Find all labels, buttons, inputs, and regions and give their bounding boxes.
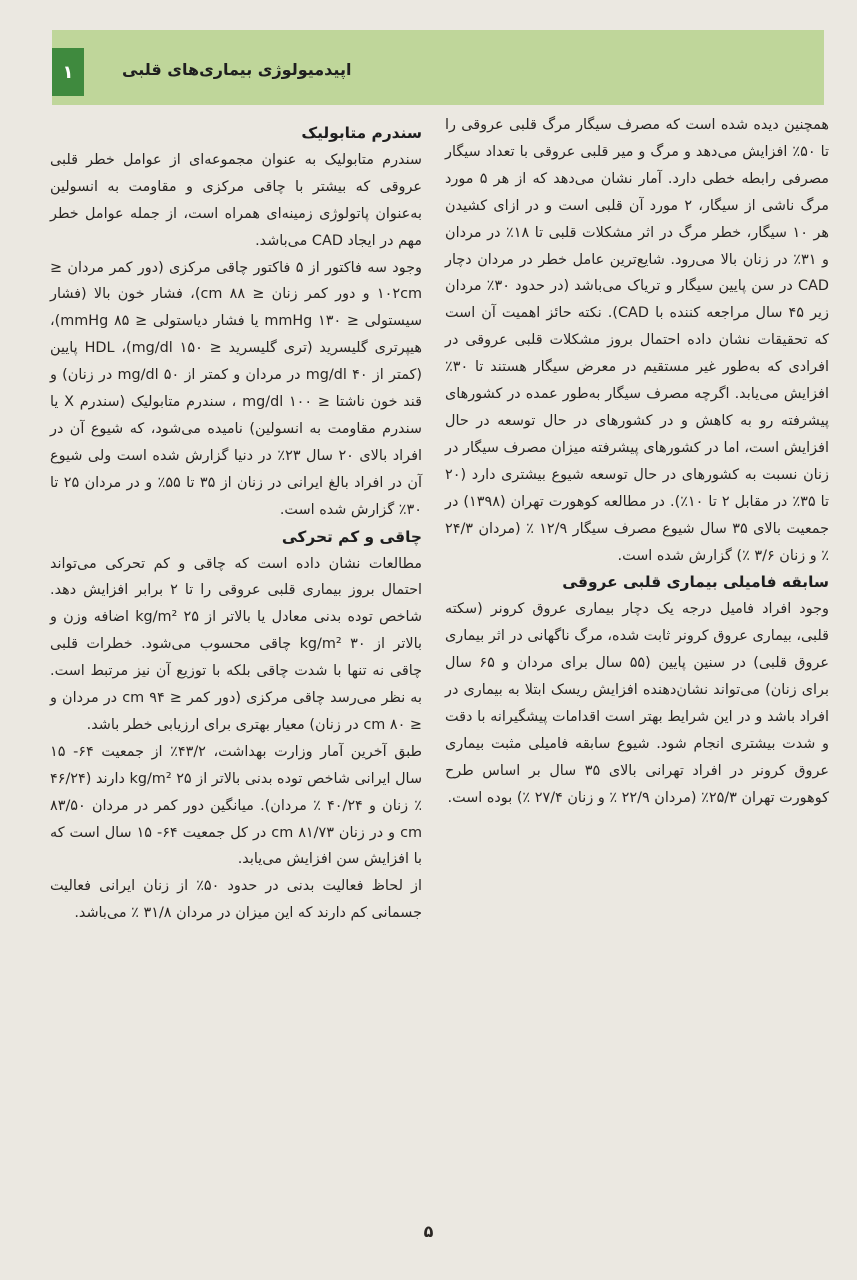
chapter-number-badge: ۱ <box>52 48 84 96</box>
obesity-stats-paragraph: طبق آخرین آمار وزارت بهداشت، ۴۳/۲٪ از جمعیت ۶۴- ۱۵ سال ایرانی شاخص توده بدنی بالاتر از ۲۵ kg/m² دارند (۴۶/۲۴ ٪ زنان و ۴۰/۲۴ ٪ مردان). میانگین دور کمر در مردان ۸۳/۵۰ cm و در زنان ۸۱/۷۳ cm در کل جمعیت ۶۴- ۱۵ سال است که با افزایش سن افزایش می‌یابد. <box>50 743 422 868</box>
page-number: ۵ <box>423 1222 434 1241</box>
running-title: اپیدمیولوژی بیماری‌های قلبی <box>122 60 352 79</box>
header-content <box>52 56 824 88</box>
family-history-heading: سابقه فامیلی بیماری قلبی عروقی <box>562 573 829 592</box>
metabolic-criteria-paragraph: وجود سه فاکتور از ۵ فاکتور چاقی مرکزی (دور کمر مردان ≤ ۱۰۲cm و دور کمر زنان ≤ ۸۸ cm)، فشار خون بالا (فشار سیستولی ≤ ۱۳۰ mmHg یا فشار دیاستولی ≤ ۸۵ mmHg)، هیپرتری گلیسرید (تری گلیسرید ≤ ۱۵۰ mg/dl)، HDL پایین (کمتر از ۴۰ mg/dl در مردان و کمتر از ۵۰ mg/dl در زنان) و قند خون ناشتا ≤ ۱۰۰ mg/dl ، سندرم متابولیک (سندرم X یا سندرم مقاومت به انسولین) نامیده می‌شود، که شیوع آن در افراد بالای ۲۰ سال ۲۳٪ در دنیا گزارش شده است ولی شیوع آن در افراد بالغ ایرانی در زنان از ۳۵ تا ۵۵٪ و در مردان ۲۵ تا ۳۰٪ گزارش شده است. <box>50 259 423 518</box>
family-history-paragraph: وجود افراد فامیل درجه یک دچار بیماری عروق کرونر (سکته قلبی، بیماری عروق کرونر ثابت شده، مرگ ناگهانی در اثر بیماری عروق قلبی) در سنین پایین (۵۵ سال برای مردان و ۶۵ سال برای زنان) می‌تواند نشان‌دهنده افزایش ریسک ابتلا به بیماری در افراد باشد و در این شرایط بهتر است اقدامات پیشگیرانه با دقت و شدت بیشتری انجام شود. شیوع سابقه فامیلی مثبت بیماری عروق کرونر در افراد تهرانی بالای ۳۵ سال بر اساس طرح کوهورت تهران ۲۵/۳٪ (مردان ۲۲/۹ ٪ و زنان ۲۷/۴ ٪) بوده است. <box>445 601 829 806</box>
metabolic-syndrome-heading: سندرم متابولیک <box>301 124 422 142</box>
left-column <box>50 120 422 927</box>
metabolic-syndrome-paragraph: سندرم متابولیک به عنوان مجموعه‌ای از عوامل خطر قلبی عروقی که بیشتر با چاقی مرکزی و مقاومت به انسولین به‌عنوان پاتولوژی زمینه‌ای همراه است، از جمله عوامل خطر مهم در ایجاد CAD می‌باشد. <box>50 151 422 249</box>
physical-activity-paragraph: از لحاظ فعالیت بدنی در حدود ۵۰٪ از زنان ایرانی فعالیت جسمانی کم دارند که این میزان در مردان ۳۱/۸ ٪ می‌باشد. <box>50 878 422 922</box>
obesity-heading: چاقی و کم تحرکی <box>281 527 422 546</box>
right-column <box>445 112 829 812</box>
smoking-paragraph: همچنین دیده شده است که مصرف سیگار مرگ قلبی عروقی را تا ۵۰٪ افزایش می‌دهد و مرگ و میر قلبی عروقی با تعداد سیگار مصرفی رابطه خطی دارد. آمار نشان می‌دهد که از هر ۵ مورد مرگ ناشی از سیگار، ۲ مورد آن قلبی است و در ازای کشیدن هر ۱۰ سیگار، خطر مرگ در اثر مشکلات قلبی تا ۱۸٪ در مردان و ۳۱٪ در زنان بالا می‌رود. شایع‌ترین عامل خطر در مردان دچار CAD در سن پایین سیگار و تریاک می‌باشد (در حدود ۳۰٪ مردان زیر ۴۵ سال مراجعه کننده با CAD). نکته حائز اهمیت آن است که تحقیقات نشان داده احتمال بروز مشکلات قلبی عروقی در افرادی که به‌طور غیر مستقیم در معرض سیگار هستند تا ۳۰٪ افزایش می‌یابد. اگرچه مصرف سیگار به‌طور عمده در کشورهای پیشرفته رو به کاهش و در کشورهای در حال توسعه در حال افزایش است، اما در کشورهای پیشرفته میزان مصرف سیگار در زنان نسبت به کشورهای در حال توسعه شیوع بیشتری دارد (۲۰ تا ۳۵٪ در مقابل ۲ تا ۱۰٪). در مطالعه کوهورت تهران (۱۳۹۸) در جمعیت بالای ۳۵ سال شیوع مصرف سیگار ۱۲/۹ ٪ (مردان ۲۴/۳ ٪ و زنان ۳/۶ ٪) گزارش شده است. <box>445 117 830 564</box>
obesity-paragraph: مطالعات نشان داده است که چاقی و کم تحرکی می‌تواند احتمال بروز بیماری قلبی عروقی را تا ۲ برابر افزایش دهد. شاخص توده بدنی معادل یا بالاتر از ۲۵ kg/m² اضافه وزن و بالاتر از ۳۰ kg/m² چاقی محسوب می‌شود. خطرات قلبی چاقی نه تنها با شدت چاقی بلکه با توزیع آن نیز مرتبط است. به نظر می‌رسد چاقی مرکزی (دور کمر ≤ ۹۴ cm در مردان و ≤ ۸۰ cm در زنان) معیار بهتری برای ارزیابی خطر باشد. <box>50 555 423 733</box>
